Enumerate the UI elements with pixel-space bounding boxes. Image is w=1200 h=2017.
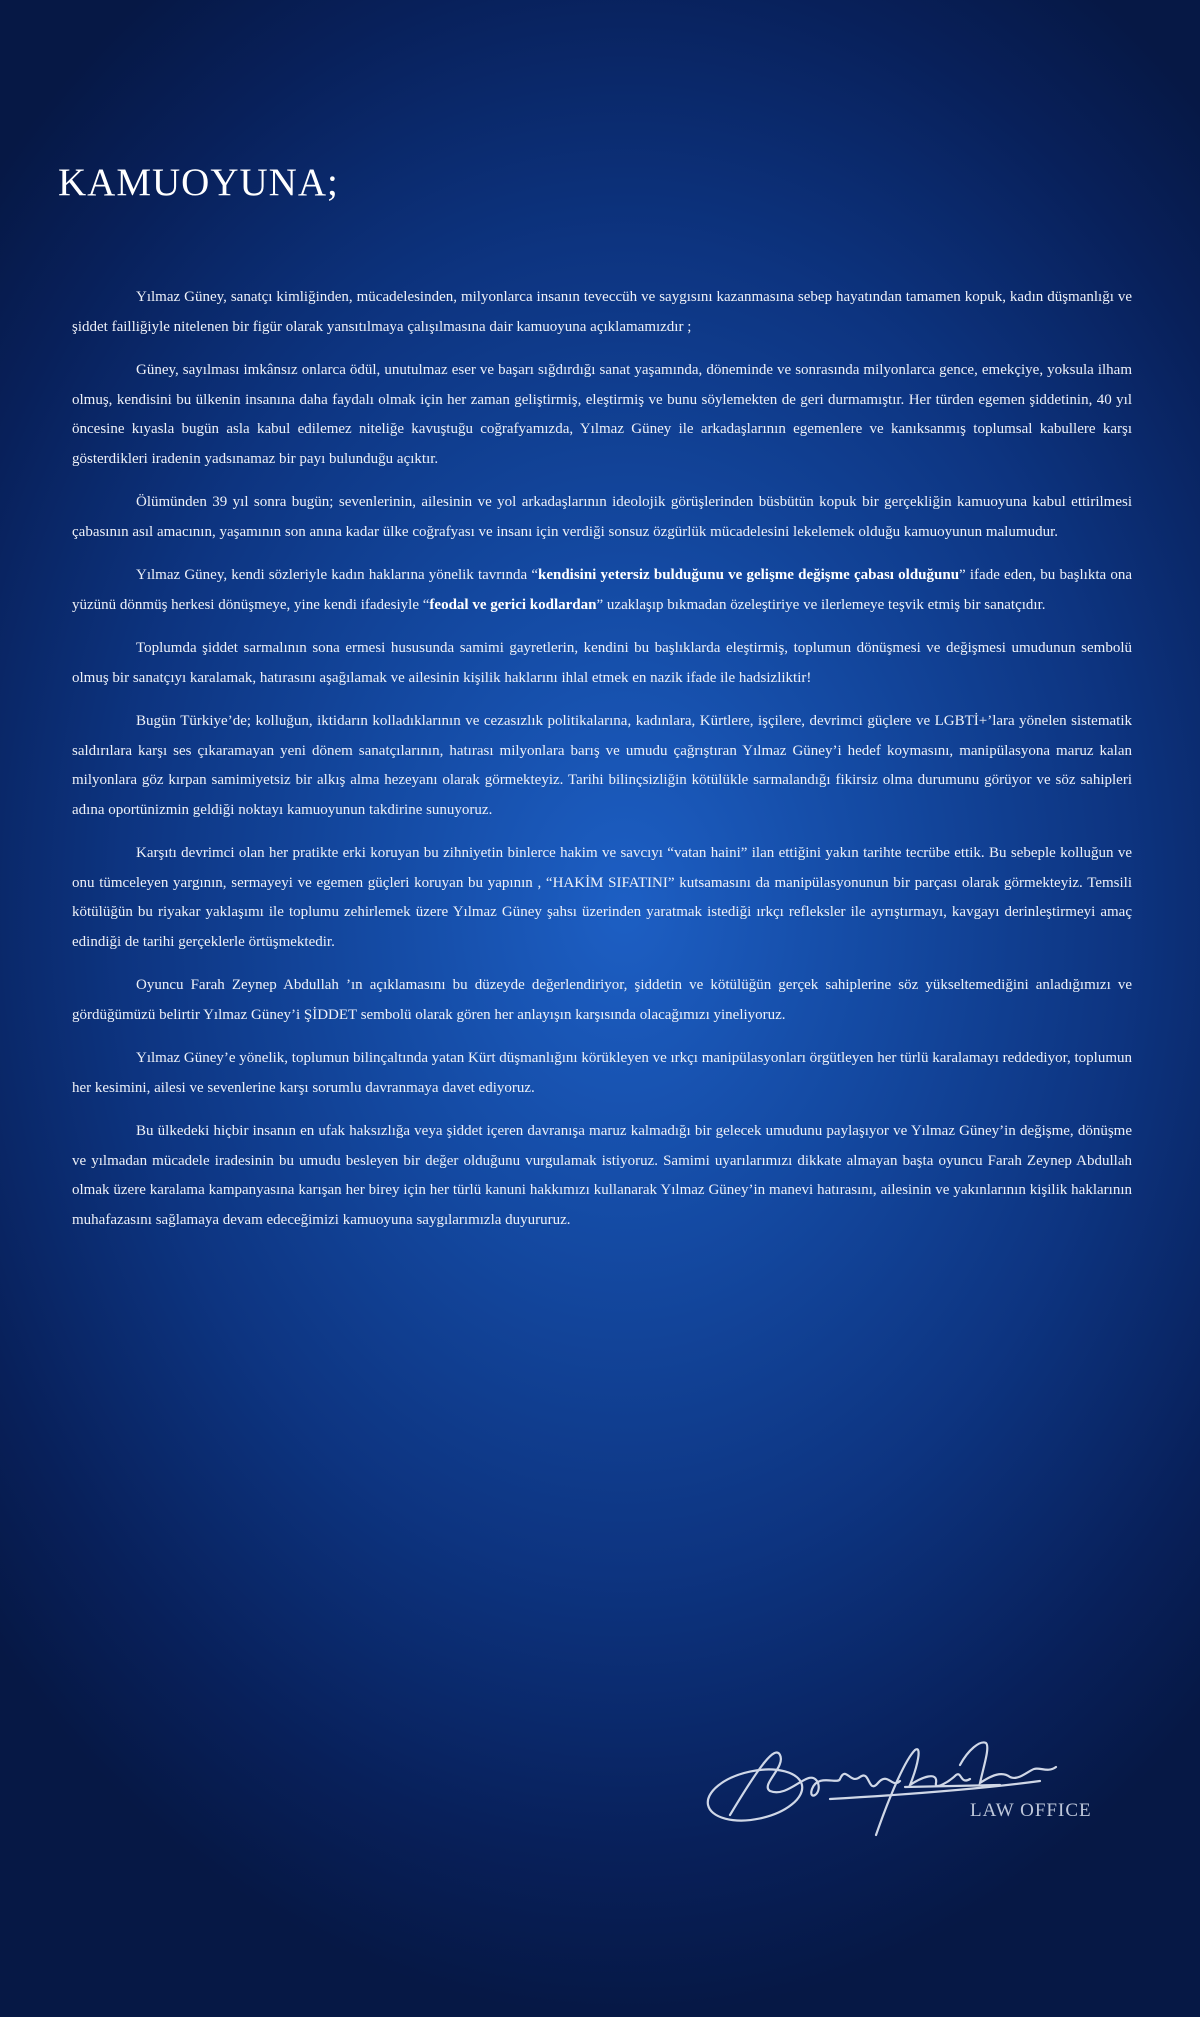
paragraph-2: [72, 356, 1132, 474]
paragraph-text: Ölümünden 39 yıl sonra bugün; sevenlerinin, ailesinin ve yol arkadaşlarının ideolojik görüşlerinden büsbütün kopuk bir gerçekliğin kamuoyuna kabul ettirilmesi çabasının asıl amacının, yaşamının son anına kadar ülke coğrafyası ve insanı için verdiği sonsuz özgürlük mücadelesini lekelemek olduğu kamuoyunun malumudur.: [72, 494, 1132, 540]
paragraph-text: ” uzaklaşıp bıkmadan özeleştiriye ve ilerlemeye teşvik etmiş bir sanatçıdır.: [596, 596, 1046, 613]
paragraph-5: [72, 634, 1132, 693]
paragraph-4: [72, 561, 1132, 620]
paragraph-text: Bu ülkedeki hiçbir insanın en ufak haksızlığa veya şiddet içeren davranışa maruz kalmadığı bir gelecek umudunu paylaşıyor ve Yılmaz Güney’in değişme, dönüşme ve yılmadan mücadele iradesinin bu umudu besleyen bir değer olduğunu vurgulamak istiyoruz. Samimi uyarılarımızı dikkate almayan başta oyuncu Farah Zeynep Abdullah olmak üzere karalama kampanyasına karışan her birey için her türlü kanuni hakkımızı kullanarak Yılmaz Güney’in manevi hatırasını, ailesinin ve yakınlarının kişilik haklarının muhafazasını sağlamaya devam edeceğimizi kamuoyuna saygılarımızla duyururuz.: [72, 1123, 1132, 1228]
paragraph-text: Toplumda şiddet sarmalının sona ermesi hususunda samimi gayretlerin, kendini bu başlıklarda eleştirmiş, toplumun dönüşmesi ve değişmesi umudunun sembolü olmuş bir sanatçıyı karalamak, hatırasını aşağılamak ve ailesinin kişilik haklarını ihlal etmek en nazik ifade ile hadsizliktir!: [72, 640, 1132, 686]
paragraph-1: [72, 283, 1132, 342]
paragraph-text: Güney, sayılması imkânsız onlarca ödül, unutulmaz eser ve başarı sığdırdığı sanat yaşamında, döneminde ve sonrasında milyonlarca gence, emekçiye, yoksula ilham olmuş, kendisini bu ülkenin insanına daha faydalı olmak için her zaman geliştirmiş, eleştirmiş ve bunu söylemekten de geri durmamıştır. Her türden egemen şiddetinin, 40 yıl öncesine kıyasla bugün asla kabul edilemez niteliğe kavuştuğu coğrafyamızda, Yılmaz Güney ile arkadaşlarının egemenlere ve kanıksanmış toplumsal kabullere karşı gösterdikleri iradenin yadsınamaz bir payı bulunduğu açıktır.: [72, 362, 1132, 467]
paragraph-text: Yılmaz Güney’e yönelik, toplumun bilinçaltında yatan Kürt düşmanlığını körükleyen ve ırkçı manipülasyonları örgütleyen her türlü karalamayı reddediyor, toplumun her kesimini, ailesi ve sevenlerine karşı sorumlu davranmaya davet ediyoruz.: [72, 1050, 1132, 1096]
paragraph-text: Karşıtı devrimci olan her pratikte erki koruyan bu zihniyetin binlerce hakim ve savcıyı “vatan haini” ilan ettiğini yakın tarihte tecrübe ettik. Bu sebeple kolluğun ve onu tümceleyen yargının, sermayeyi ve egemen güçleri koruyan bu yapının , “HAKİM SIFATINI” kutsamasını da manipülasyonunun bir parçası olarak görmekteyiz. Temsili kötülüğün bu riyakar yaklaşımı ile toplumu zehirlemek üzere Yılmaz Güney şahsı üzerinden yaratmak istediği ırkçı refleksler ile ayrıştırmayı, kavgayı derinleştirmeyi amaç edindiği de tarihi gerçeklerle örtüşmektedir.: [72, 845, 1132, 950]
paragraph-6: [72, 707, 1132, 825]
signature-mark: [700, 1725, 1140, 1845]
paragraph-text: Oyuncu Farah Zeynep Abdullah ’ın açıklamasını bu düzeyde değerlendiriyor, şiddetin ve kötülüğün gerçek sahiplerine söz yükseltemediğini anladığımızı ve gördüğümüzü belirtir Yılmaz Güney’i ŞİDDET sembolü olarak gören her anlayışın karşısında olacağımızı yineliyoruz.: [72, 977, 1132, 1023]
paragraph-3: [72, 488, 1132, 547]
paragraph-text: Yılmaz Güney, sanatçı kimliğinden, mücadelesinden, milyonlarca insanın teveccüh ve saygısını kazanmasına sebep hayatından tamamen kopuk, kadın düşmanlığı ve şiddet failliğiyle nitelenen bir figür olarak yansıtılmaya çalışılmasına dair kamuoyuna açıklamamızdır ;: [72, 289, 1132, 335]
statement-body: [72, 283, 1132, 1249]
paragraph-9: [72, 1044, 1132, 1103]
paragraph-10: [72, 1117, 1132, 1235]
paragraph-text: Bugün Türkiye’de; kolluğun, iktidarın kolladıklarının ve cezasızlık politikalarına, kadınlara, Kürtlere, işçilere, devrimci güçlere ve LGBTİ+’lara yönelen sistematik saldırılara karşı ses çıkaramayan yeni dönem sanatçılarının, hatırası milyonlara barış ve umudu çağrıştıran Yılmaz Güney’i hedef koymasını, manipülasyona maruz kalan milyonlara göz kırpan samimiyetsiz bir alkış alma hezeyanı olarak görmekteyiz. Tarihi bilinçsizliğin kötülükle sarmalandığı fikirsiz olma durumunu görüyor ve söz sahipleri adına oportünizmin geldiği noktayı kamuoyunun takdirine sunuyoruz.: [72, 713, 1132, 818]
page-title: KAMUOYUNA;: [58, 161, 339, 204]
paragraph-8: [72, 971, 1132, 1030]
paragraph-text: ” ifade eden, bu başlıkta ona yüzünü dönmüş herkesi dönüşmeye, yine kendi ifadesiyle “: [72, 567, 1132, 613]
bold-quote: kendisini yetersiz bulduğunu ve gelişme değişme çabası olduğunu: [537, 567, 960, 583]
paragraph-7: [72, 839, 1132, 957]
paragraph-text: Yılmaz Güney, kendi sözleriyle kadın haklarına yönelik tavrında “: [136, 567, 538, 583]
office-label: LAW OFFICE: [970, 1800, 1092, 1821]
bold-quote: feodal ve gerici kodlardan: [429, 596, 597, 613]
